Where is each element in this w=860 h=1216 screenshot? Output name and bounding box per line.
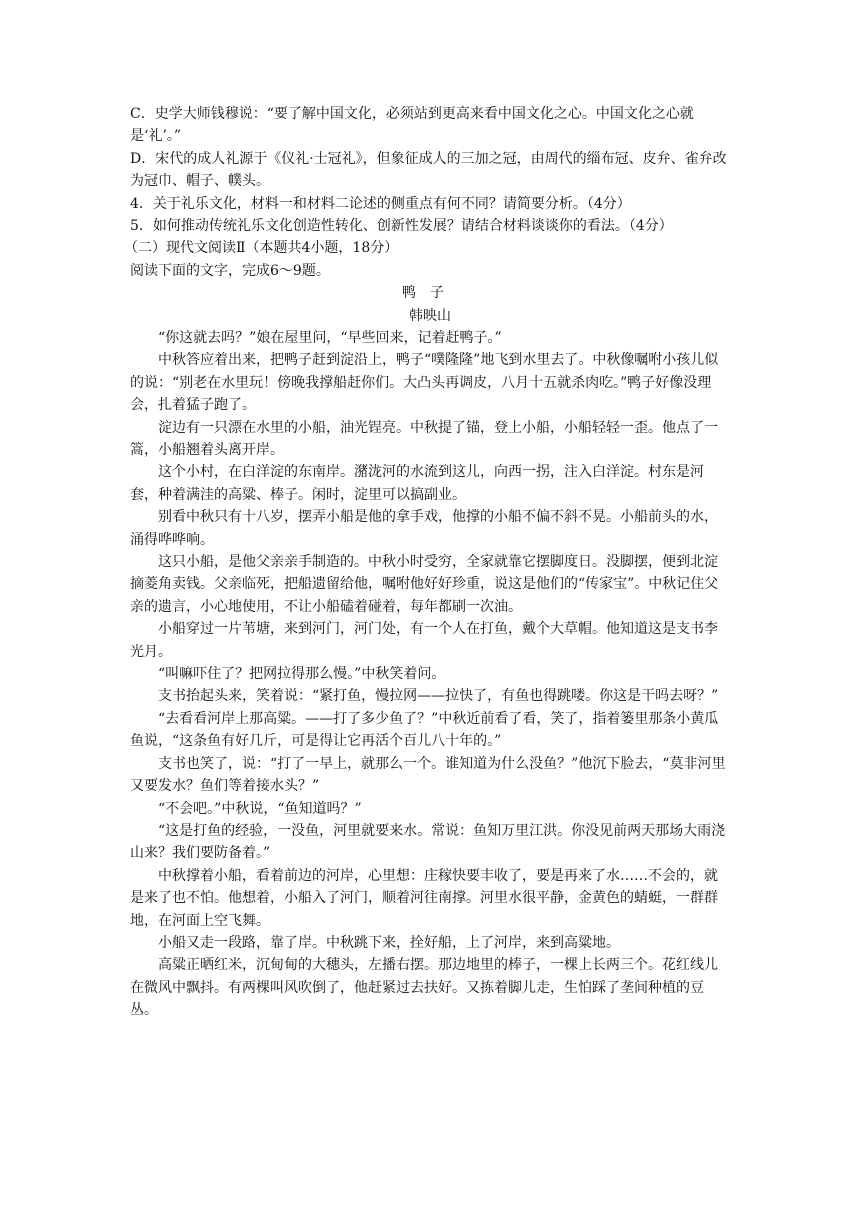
option-d: D．宋代的成人礼源于《仪礼·士冠礼》，但象征成人的三加之冠，由周代的缁布冠、皮弁、雀弁改为冠巾、帽子、幞头。: [130, 150, 727, 190]
story-paragraph: “这是打鱼的经验，一没鱼，河里就要来水。常说：鱼知万里江洪。你没见前两天那场大雨浇山来？我们要防备着。”: [130, 822, 726, 862]
section-instruction: 阅读下面的文字，完成6～9题。: [130, 262, 330, 279]
story-paragraph: 小船又走一段路，靠了岸。中秋跳下来，拴好船，上了河岸，来到高粱地。: [158, 934, 620, 951]
story-paragraph: 中秋撑着小船，看着前边的河岸，心里想：庄稼快要丰收了，要是再来了水……不会的，就是来了也不怕。他想着，小船入了河门，顺着河往南撑。河里水很平静，金黄色的蜻蜓，一群群地，在河面上空飞舞。: [130, 867, 718, 929]
story-paragraph: 别看中秋只有十八岁，摆弄小船是他的拿手戏，他撑的小船不偏不斜不晃。小船前头的水，涌得哗哗响。: [130, 509, 718, 548]
section-heading: （二）现代文阅读Ⅱ（本题共4小题，18分）: [124, 240, 399, 257]
story-paragraph: 支书也笑了，说：“打了一早上，就那么一个。谁知道为什么没鱼？”他沉下脸去，“莫非河里又要发水？鱼们等着接水头？”: [130, 755, 726, 795]
option-c: C．史学大师钱穆说：“要了解中国文化，必须站到更高来看中国文化之心。中国文化之心就是‘礼’。”: [130, 106, 694, 145]
story-title: 鸭子: [402, 285, 458, 302]
story-paragraph: 中秋答应着出来，把鸭子赶到淀沿上，鸭子“噗隆隆”地飞到水里去了。中秋像嘱咐小孩儿似的说：“别老在水里玩！傍晚我撑船赶你们。大凸头再调皮，八月十五就杀肉吃。”鸭子好像没理会，扎着猛子跑了。: [130, 352, 719, 414]
story-paragraph: 高粱正晒红米，沉甸甸的大穗头，左播右摆。那边地里的棒子，一棵上长两三个。花红线儿在微风中飘抖。有两棵叫风吹倒了，他赶紧过去扶好。又拣着脚儿走，生怕踩了垄间种植的豆丛。: [130, 957, 718, 1019]
story-paragraph: 小船穿过一片苇塘，来到河门，河门处，有一个人在打鱼，戴个大草帽。他知道这是支书李光月。: [130, 621, 718, 660]
story-paragraph: “去看看河岸上那高粱。——打了多少鱼了？”中秋近前看了看，笑了，指着篓里那条小黄瓜鱼说，“这条鱼有好几斤，可是得让它再活个百儿八十年的。”: [130, 710, 719, 750]
story-paragraph: “叫嘛吓住了？把网拉得那么慢。”中秋笑着问。: [158, 666, 446, 683]
story-paragraph: 这只小船，是他父亲亲手制造的。中秋小时受穷，全家就靠它摆脚度日。没脚摆，便到北淀摘菱角卖钱。父亲临死，把船遗留给他，嘱咐他好好珍重，说这是他们的“传家宝”。中秋记住父亲的遗言，小心地使用，不让小船磕着碰着，每年都刷一次油。: [130, 554, 719, 615]
story-paragraph: 淀边有一只漂在水里的小船，油光锃亮。中秋提了锚，登上小船，小船轻轻一歪。他点了一篙，小船翘着头离开岸。: [130, 419, 718, 458]
document-page: [124, 103, 730, 1022]
story-paragraph: 这个小村，在白洋淀的东南岸。潴泷河的水流到这儿，向西一拐，注入白洋淀。村东是河套，种着满洼的高粱、棒子。闲时，淀里可以搞副业。: [130, 464, 704, 503]
story-paragraph: 支书抬起头来，笑着说：“紧打鱼，慢拉网——拉快了，有鱼也得跳喽。你这是干吗去呀？”: [158, 688, 719, 705]
story-paragraph: “不会吧。”中秋说，“鱼知道吗？”: [158, 800, 362, 817]
question-5: 5．如何推动传统礼乐文化创造性转化、创新性发展？请结合材料谈谈你的看法。（4分）: [130, 218, 673, 235]
story-paragraph: “你这就去吗？”娘在屋里问，“早些回来，记着赶鸭子。”: [158, 329, 502, 346]
story-author: 韩映山: [409, 307, 451, 324]
question-4: 4．关于礼乐文化，材料一和材料二论述的侧重点有何不同？请简要分析。（4分）: [130, 195, 631, 212]
